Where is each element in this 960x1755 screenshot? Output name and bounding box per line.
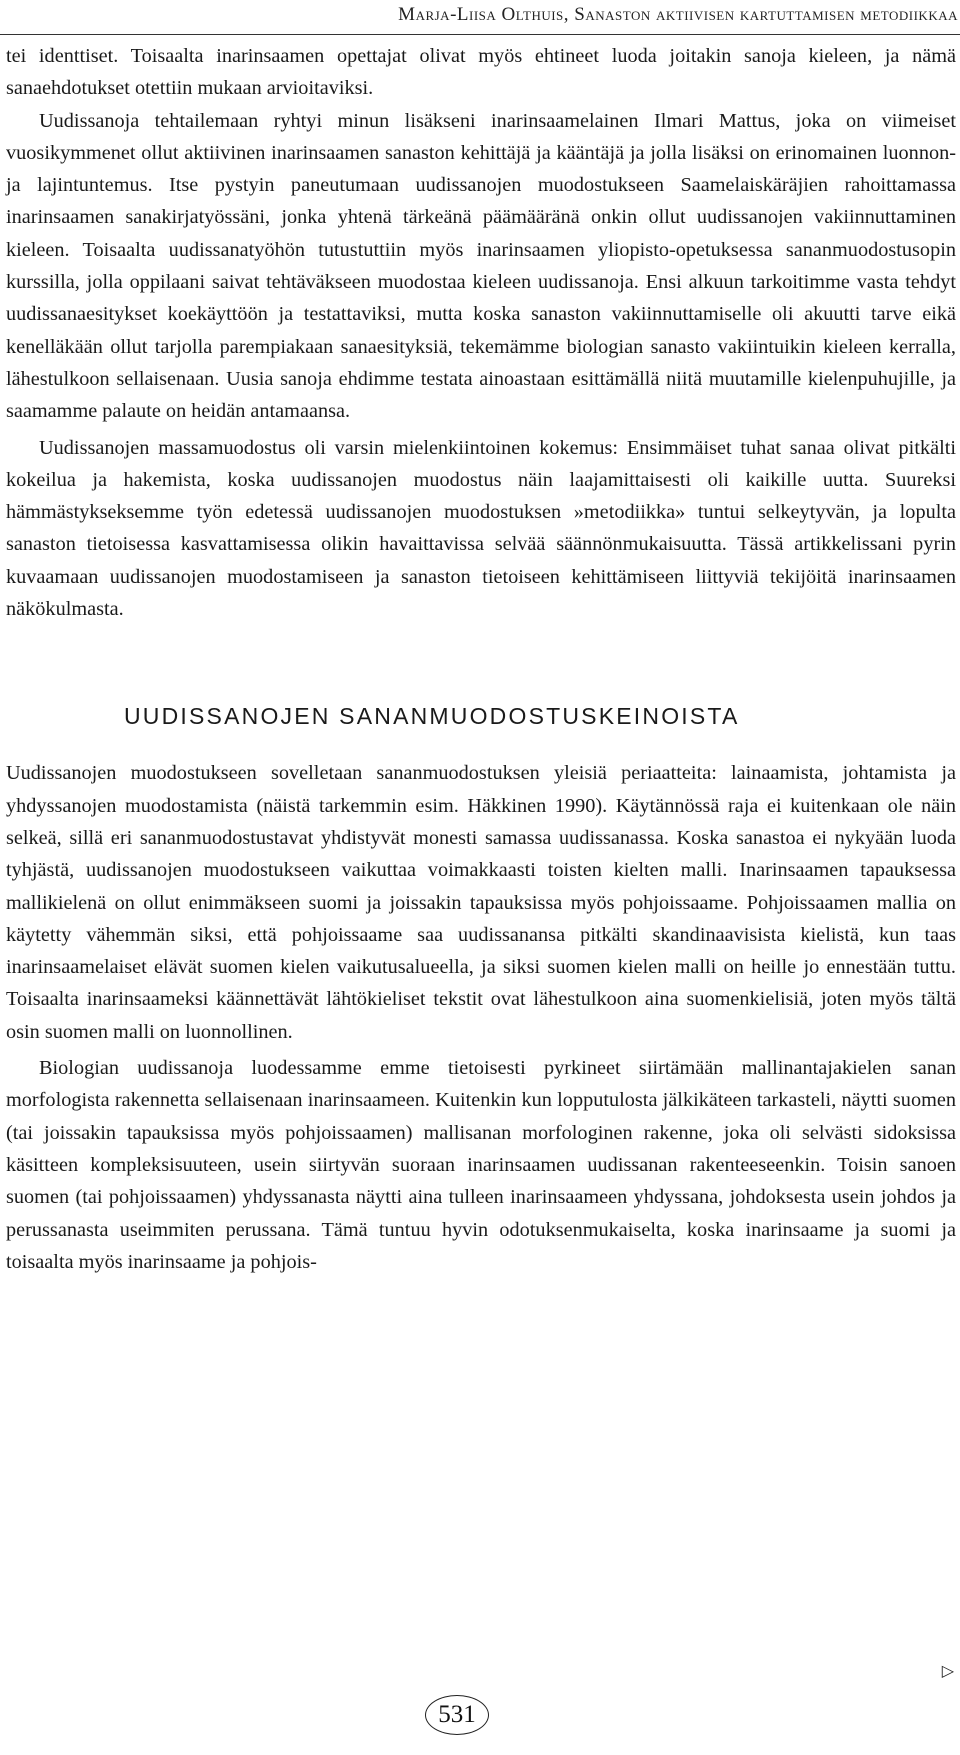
header-rule: [0, 34, 960, 35]
page-number: 531: [425, 1695, 489, 1735]
paragraph: Biologian uudissanoja luodessamme emme tietoisesti pyrkineet siirtämään mallinantajakielen sanan morfologista rakennetta sellaisenaan inarinsaameen. Kuitenkin kun lopputulosta jälkikäteen tarkasteli, näytti suomen (tai joissakin tapauksissa myös pohjoissaamen) mallisanan morfologinen rakenne, joka oli selvästi sidoksissa käsitteen kompleksisuuteen, usein siirtyvän suoraan inarinsaamen uudissanan rakenteeseenkin. Toisin sanoen suomen (tai pohjoissaamen) yhdyssanasta näytti aina tulleen inarinsaameen yhdyssana, johdoksesta usein johdos ja perussanasta useimmiten perussana. Tämä tuntuu hyvin odotuksenmukaiselta, koska inarinsaame ja suomi ja toisaalta myös inarinsaame ja pohjois-: [6, 1057, 956, 1273]
paragraph: Uudissanoja tehtailemaan ryhtyi minun lisäkseni inarinsaamelainen Ilmari Mattus, joka on viimeiset vuosikymmenet ollut aktiivinen inarinsaamen sanaston kehittäjä ja kääntäjä ja jolla lisäksi on erinomainen luonnon- ja lajintuntemus. Itse pystyin paneutumaan uudissanojen muodostukseen Saamelaiskäräjien rahoittamassa inarinsaamen sanakirjatyössäni, jonka yhtenä tärkeänä päämääränä onkin ollut uudissanojen vakiinnuttaminen kieleen. Toisaalta uudissanatyöhön tutustuttiin myös inarinsaamen yliopisto-opetuksessa sananmuodostusopin kurssilla, jolla oppilaani saivat tehtäväkseen muodostaa kieleen uudissanoja. Ensi alkuun tarkoitimme vasta tehdyt uudissanaesitykset koekäyttöön ja testattaviksi, mutta koska sanaston vakiinnuttamiselle oli akuutti tarve eikä kenelläkään ollut tarjolla parempiakaan sanaesityksiä, tekemämme biologian sanasto vakiintuikin kieleen kerralla, lähestulkoon sellaisenaan. Uusia sanoja ehdimme testata ainoastaan esittämällä niitä muutamille kielenpuhujille, ja saamamme palaute on heidän antamaansa.: [6, 109, 956, 423]
paragraph: tei identtiset. Toisaalta inarinsaamen opettajat olivat myös ehtineet luoda joitakin sanoja kieleen, ja nämä sanaehdotukset otettiin mukaan arvioitaviksi.: [6, 45, 956, 100]
continue-arrow-icon: ▷: [941, 1663, 954, 1680]
section-heading: UUDISSANOJEN SANANMUODOSTUSKEINOISTA: [124, 703, 740, 730]
running-head: Marja-Liisa Olthuis, Sanaston aktiivisen kartuttamisen metodiikkaa: [398, 4, 958, 25]
paragraph: Uudissanojen muodostukseen sovelletaan sananmuodostuksen yleisiä periaatteita: lainaamista, johtamista ja yhdyssanojen muodostamista (näistä tarkemmin esim. Häkkinen 1990). Käytännössä raja ei kuitenkaan ole näin selkeä, sillä eri sananmuodostustavat yhdistyvät monesti samassa uudissanassa. Koska sanastoa ei nykyään luoda tyhjästä, uudissanojen muodostukseen vaikuttaa voimakkaasti toisten kielten malli. Inarinsaamen tapauksessa mallikielenä on ollut enimmäkseen suomi ja joissakin tapauksissa myös pohjoissaame. Pohjoissaamen mallia on käytetty vähemmän siksi, että pohjoissaame saa uudissanansa pitkälti skandinaavisista kielistä, kun taas inarinsaamelaiset elävät suomen kielen vaikutusalueella, ja siksi suomen kielen malli on heille jo ennestään tuttu. Toisaalta inarinsaameksi käännettävät lähtökieliset tekstit ovat lähestulkoon aina suomenkielisiä, joten myös tältä osin suomen malli on luonnollinen.: [6, 762, 956, 1043]
body-text: [0, 40, 960, 1278]
paragraph: Uudissanojen massamuodostus oli varsin mielenkiintoinen kokemus: Ensimmäiset tuhat sanaa olivat pitkälti kokeilua ja hakemista, koska uudissanojen muodostus näin laajamittaisesti oli kaikille uutta. Suureksi hämmästykseksemme työn edetessä uudissanojen muodostuksen »metodiikka» tuntui selkeytyvän, ja lopulta sanaston tietoisessa kasvattamisessa olikin havaittavissa selvää säännönmukaisuutta. Tässä artikkelissani pyrin kuvaamaan uudissanojen muodostamiseen ja sanaston tietoiseen kehittämiseen liittyviä tekijöitä inarinsaamen näkökulmasta.: [6, 436, 956, 621]
